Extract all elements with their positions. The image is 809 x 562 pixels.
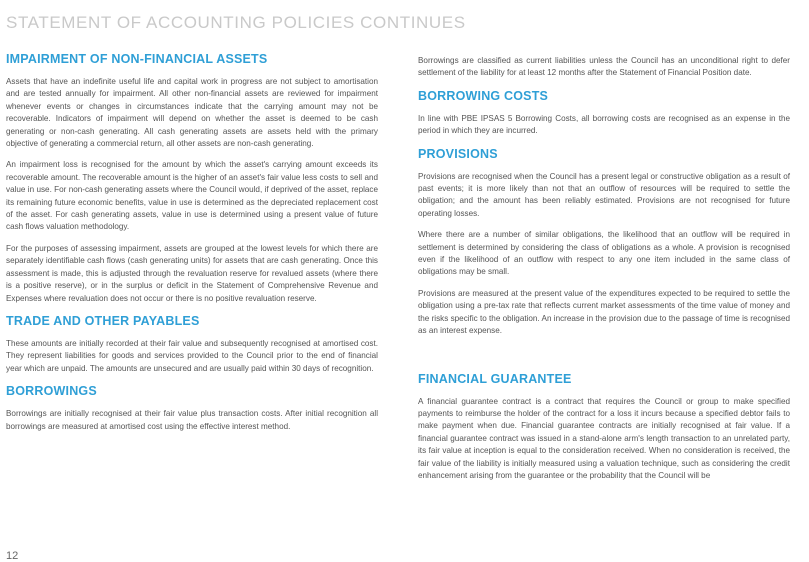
provisions-paragraph-2: Where there are a number of similar obligations, the likelihood that an outflow will be required in settlement is determined by considering the class of obligations as a whole. A provision is recognised even if the likelihood of an outflow with respect to any one item included in the same class of obligations may be small. bbox=[418, 230, 790, 277]
impairment-paragraph-2: An impairment loss is recognised for the amount by which the asset's carrying amount exceeds its recoverable amount. The recoverable amount is the higher of an asset's fair value less costs to sell and value in use. For non-cash generating assets where the Council would, if deprived of the asset, replace its remaining future economic benefits, value in use is determined as the depreciated replacement cost of the asset. For cash generating assets, value in use is determined using a present value of future cash flows valuation methodology. bbox=[6, 160, 378, 232]
provisions-section bbox=[418, 147, 790, 338]
impairment-paragraph-3: For the purposes of assessing impairment, assets are grouped at the lowest levels for which there are separately identifiable cash flows (cash generating units) for assets that are cash generating. Once this assessment is made, this is adjusted through the revaluation reserve for revalued assets (where there is a positive reserve), or in the surplus or deficit in the Statement of Comprehensive Revenue and Expenses where revaluation does not occur or there is no positive revaluation reserve. bbox=[6, 243, 378, 303]
impairment-heading: IMPAIRMENT OF NON-FINANCIAL ASSETS bbox=[6, 52, 268, 66]
borrowings-paragraph: Borrowings are initially recognised at their fair value plus transaction costs. After initial recognition all borrowings are measured at amortised cost using the effective interest method. bbox=[6, 409, 378, 431]
trade-payables-paragraph: These amounts are initially recorded at their fair value and subsequently recognised at amortised cost. They represent liabilities for goods and services provided to the Council prior to the end of financial year which are unpaid. The amounts are unsecured and are usually paid within 30 days of recognition. bbox=[6, 338, 378, 373]
borrowing-costs-paragraph: In line with PBE IPSAS 5 Borrowing Costs, all borrowing costs are recognised as an expense in the period in which they are incurred. bbox=[418, 113, 790, 136]
financial-guarantee-heading: FINANCIAL GUARANTEE bbox=[418, 371, 572, 386]
section-spacer bbox=[418, 347, 790, 372]
provisions-paragraph-3: Provisions are measured at the present value of the expenditures expected to be required to settle the obligation using a pre-tax rate that reflects current market assessments of the time value of money and the risks specific to the obligation. An increase in the provision due to the passage of time is recognised as an interest expense. bbox=[418, 288, 790, 336]
financial-guarantee-section bbox=[418, 372, 790, 483]
borrowing-costs-section bbox=[418, 89, 790, 138]
trade-payables-section bbox=[6, 314, 378, 375]
trade-payables-heading: TRADE AND OTHER PAYABLES bbox=[6, 313, 200, 328]
page-title: STATEMENT OF ACCOUNTING POLICIES CONTINUES bbox=[6, 13, 466, 32]
right-column bbox=[418, 55, 790, 491]
provisions-paragraph-1: Provisions are recognised when the Council has a present legal or constructive obligation as a result of past events; it is more likely than not that an outflow of resources will be required to settle the obligation; and the amount has been reliably estimated. Provisions are not recognised for future operating losses. bbox=[418, 171, 790, 218]
borrowings-section bbox=[6, 384, 378, 433]
borrowings-classification-paragraph: Borrowings are classified as current liabilities unless the Council has an unconditional right to defer settlement of the liability for at least 12 months after the Statement of Financial Position date. bbox=[418, 56, 790, 78]
left-column bbox=[6, 52, 378, 442]
financial-guarantee-paragraph: A financial guarantee contract is a contract that requires the Council or group to make specified payments to reimburse the holder of the contract for a loss it incurs because a specified debtor fails to make payment when due. Financial guarantee contracts are initially recognised at fair value. If a financial guarantee contract was issued in a stand-alone arm's length transaction to an unrelated party, its fair value at inception is equal to the consideration received. When no consideration is received, the fair value of the liability is initially measured using a valuation technique, such as considering the credit enhancement arising from the guarantee or the probability that the Council will be bbox=[418, 396, 790, 480]
borrowings-heading: BORROWINGS bbox=[6, 384, 97, 399]
provisions-heading: PROVISIONS bbox=[418, 146, 498, 161]
borrowing-costs-heading: BORROWING COSTS bbox=[418, 88, 549, 103]
impairment-paragraph-1: Assets that have an indefinite useful life and capital work in progress are not subject to amortisation and are tested annually for impairment. All other non-financial assets are reviewed for impairment whenever events or changes in circumstances indicate that the carrying amount may not be recoverable. Indicators of impairment will depend on whether the asset is deemed to be cash generating or non-cash generating. All cash generating assets are assets held with the primary objective of generating a commercial return, all other assets are non-cash generating. bbox=[6, 77, 378, 149]
impairment-section bbox=[6, 52, 378, 305]
page-number: 12 bbox=[6, 550, 19, 562]
